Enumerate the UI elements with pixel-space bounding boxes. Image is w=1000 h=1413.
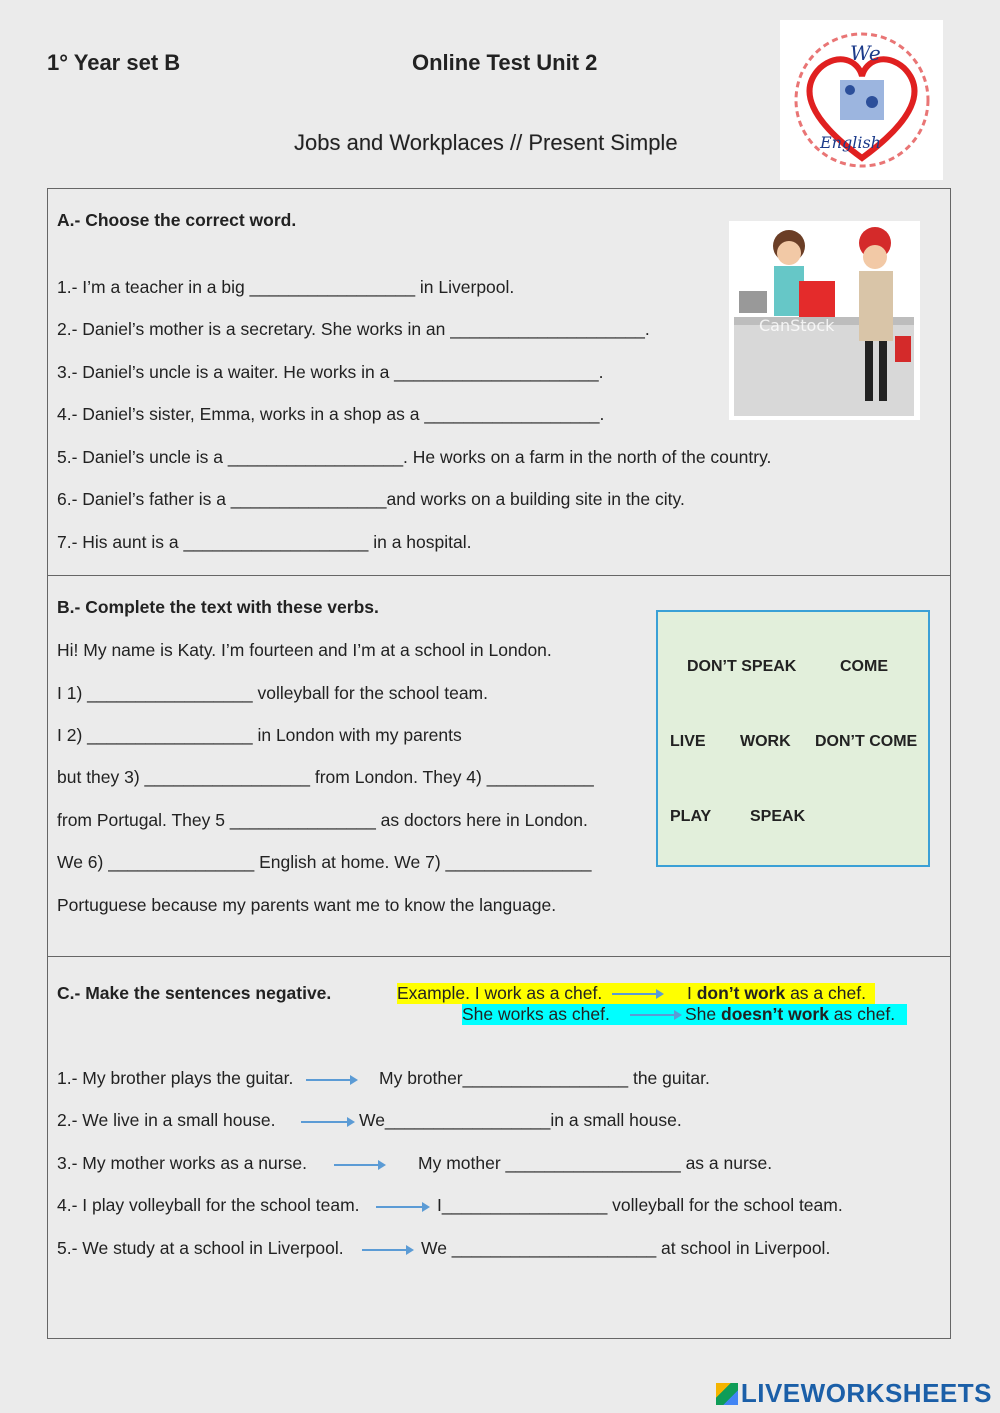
section-a-item: 6.- Daniel’s father is a ________________and works on a building site in the city. — [57, 489, 685, 509]
section-c-item-answer: My brother_________________ the guitar. — [379, 1068, 710, 1088]
section-c-item-answer: My mother __________________ as a nurse. — [418, 1153, 773, 1173]
section-a-item: 2.- Daniel’s mother is a secretary. She works in an ____________________. — [57, 319, 650, 339]
brand-icon — [716, 1383, 738, 1405]
section-c-item-source: 5.- We study at a school in Liverpool. — [57, 1238, 344, 1258]
arrow-icon — [301, 1121, 353, 1123]
logo-text-top: We — [850, 41, 881, 65]
arrow-icon — [306, 1079, 356, 1081]
arrow-icon — [630, 1014, 680, 1016]
section-b-line: Hi! My name is Katy. I’m fourteen and I’m at a school in London. — [57, 640, 552, 660]
arrow-icon — [612, 993, 662, 995]
section-b-line: We 6) _______________ English at home. We 7) _______________ — [57, 852, 592, 872]
liveworksheets-logo — [716, 1378, 992, 1409]
section-c-title: C.- Make the sentences negative. — [57, 983, 332, 1003]
section-a-item: 1.- I’m a teacher in a big _________________ in Liverpool. — [57, 277, 515, 297]
word-bank-item: PLAY — [670, 808, 712, 825]
section-c-item-source: 3.- My mother works as a nurse. — [57, 1153, 307, 1173]
section-b-line: I 1) _________________ volleyball for the school team. — [57, 683, 488, 703]
word-bank-item: DON’T SPEAK — [687, 658, 797, 675]
example-2-answer: She doesn’t work as chef. — [685, 1004, 896, 1024]
section-a-item: 7.- His aunt is a ___________________ in a hospital. — [57, 532, 472, 552]
word-bank — [656, 610, 930, 867]
section-c-item-answer: I_________________ volleyball for the school team. — [437, 1195, 843, 1215]
section-b-line: I 2) _________________ in London with my parents — [57, 725, 462, 745]
arrow-icon — [334, 1164, 384, 1166]
word-bank-item: SPEAK — [750, 808, 806, 825]
test-title: Online Test Unit 2 — [412, 50, 598, 75]
section-b-line: Portuguese because my parents want me to know the language. — [57, 895, 557, 915]
section-c-item-answer: We _____________________ at school in Liverpool. — [421, 1238, 831, 1258]
word-bank-item: WORK — [740, 733, 791, 750]
section-b-title: B.- Complete the text with these verbs. — [57, 597, 379, 617]
logo-text-bottom: English — [820, 133, 881, 152]
word-bank-item: COME — [840, 658, 888, 675]
example-2-source: She works as chef. — [462, 1004, 610, 1024]
section-c-item-source: 2.- We live in a small house. — [57, 1110, 276, 1130]
class-label: 1° Year set B — [47, 50, 181, 75]
word-bank-item: LIVE — [670, 733, 706, 750]
example-1-answer: I don’t work as a chef. — [687, 983, 866, 1003]
section-c-item-source: 1.- My brother plays the guitar. — [57, 1068, 294, 1088]
shop-illustration — [729, 221, 920, 420]
section-c-item-source: 4.- I play volleyball for the school team. — [57, 1195, 360, 1215]
section-b-line: but they 3) _________________ from London. They 4) ___________ — [57, 767, 594, 787]
section-b-line: from Portugal. They 5 _______________ as doctors here in London. — [57, 810, 588, 830]
example-1-source: Example. I work as a chef. — [397, 983, 603, 1003]
section-a-item: 3.- Daniel’s uncle is a waiter. He works in a _____________________. — [57, 362, 604, 382]
example-row-2 — [462, 1004, 907, 1025]
section-a-item: 5.- Daniel’s uncle is a __________________. He works on a farm in the north of the country. — [57, 447, 772, 467]
arrow-icon — [376, 1206, 428, 1208]
word-bank-item: DON’T COME — [815, 733, 918, 750]
subtitle: Jobs and Workplaces // Present Simple — [294, 130, 678, 155]
section-a-title: A.- Choose the correct word. — [57, 210, 297, 230]
arrow-icon — [362, 1249, 412, 1251]
brand-text: LIVEWORKSHEETS — [740, 1378, 992, 1408]
section-a-item: 4.- Daniel’s sister, Emma, works in a shop as a __________________. — [57, 404, 605, 424]
we-love-english-logo — [780, 20, 943, 180]
section-c-item-answer: We_________________in a small house. — [359, 1110, 682, 1130]
image-watermark: CanStock — [759, 316, 835, 335]
